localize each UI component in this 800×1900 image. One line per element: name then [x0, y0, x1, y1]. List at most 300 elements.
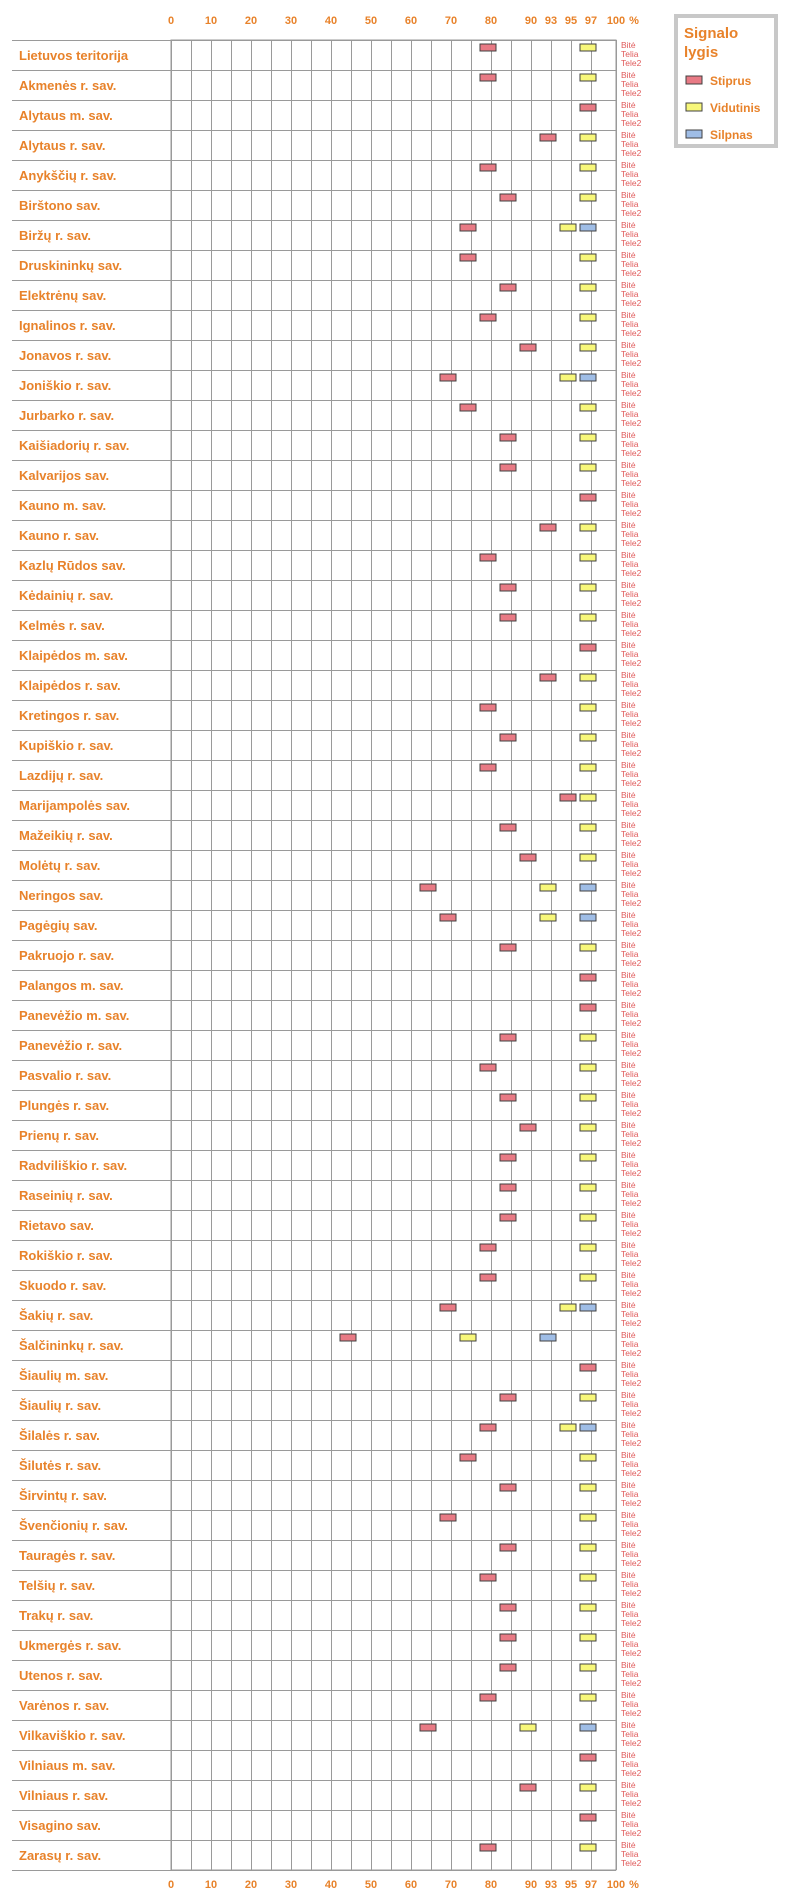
bar-stiprus: [480, 74, 496, 81]
bar-vidutinis: [580, 1124, 596, 1131]
operator-label: Tele2: [621, 1438, 642, 1448]
operator-label: Telia: [621, 469, 639, 479]
operator-label: Telia: [621, 499, 639, 509]
operator-label: Bitė: [621, 1630, 636, 1640]
region-label: Lietuvos teritorija: [19, 48, 129, 63]
bar-vidutinis: [580, 704, 596, 711]
top-unit-label: %: [629, 15, 639, 27]
region-label: Ignalinos r. sav.: [19, 318, 116, 333]
bar-vidutinis: [580, 344, 596, 351]
operator-label: Tele2: [621, 1858, 642, 1868]
operator-label: Bitė: [621, 850, 636, 860]
operator-label: Bitė: [621, 460, 636, 470]
operator-label: Telia: [621, 799, 639, 809]
bottom-tick-label: 95: [564, 1879, 578, 1891]
bar-vidutinis: [580, 1154, 596, 1161]
bar-vidutinis: [580, 74, 596, 81]
operator-label: Telia: [621, 1759, 639, 1769]
operator-label: Bitė: [621, 940, 636, 950]
operator-label: Tele2: [621, 1798, 642, 1808]
bar-stiprus: [500, 1664, 516, 1671]
bottom-tick-label: 90: [524, 1879, 538, 1891]
top-tick-label: 93: [544, 15, 558, 27]
operator-label: Bitė: [621, 880, 636, 890]
operator-label: Bitė: [621, 130, 636, 140]
operator-label: Telia: [621, 1729, 639, 1739]
bar-vidutinis: [580, 314, 596, 321]
bar-stiprus: [460, 224, 476, 231]
operator-label: Telia: [621, 1549, 639, 1559]
bar-vidutinis: [580, 1214, 596, 1221]
operator-label: Bitė: [621, 580, 636, 590]
operator-label: Bitė: [621, 1150, 636, 1160]
bottom-tick-label: 40: [324, 1879, 338, 1891]
operator-label: Bitė: [621, 1180, 636, 1190]
operator-label: Bitė: [621, 340, 636, 350]
operator-label: Telia: [621, 259, 639, 269]
top-tick-label: 100: [606, 15, 626, 27]
bar-stiprus: [580, 104, 596, 111]
bar-stiprus: [460, 404, 476, 411]
operator-label: Tele2: [621, 658, 642, 668]
legend-swatch-vidutinis: [686, 103, 702, 111]
legend-label-silpnas: Silpnas: [710, 128, 753, 142]
plot-frame: [171, 40, 616, 1870]
bar-vidutinis: [580, 44, 596, 51]
operator-label: Telia: [621, 1159, 639, 1169]
region-label: Kauno r. sav.: [19, 528, 99, 543]
region-label: Kretingos r. sav.: [19, 708, 120, 723]
bar-stiprus: [440, 1304, 456, 1311]
bar-vidutinis: [580, 614, 596, 621]
region-label: Alytaus r. sav.: [19, 138, 106, 153]
region-label: Kalvarijos sav.: [19, 468, 110, 483]
bar-stiprus: [440, 1514, 456, 1521]
operator-label: Telia: [621, 589, 639, 599]
region-label: Pagėgių sav.: [19, 918, 98, 933]
bar-stiprus: [480, 1424, 496, 1431]
operator-label: Bitė: [621, 220, 636, 230]
region-label: Pakruojo r. sav.: [19, 948, 115, 963]
bar-stiprus: [480, 1574, 496, 1581]
operator-label: Tele2: [621, 148, 642, 158]
operator-label: Telia: [621, 1819, 639, 1829]
region-label: Palangos m. sav.: [19, 978, 124, 993]
region-label: Klaipėdos r. sav.: [19, 678, 121, 693]
bar-stiprus: [480, 704, 496, 711]
operator-label: Tele2: [621, 388, 642, 398]
operator-label: Bitė: [621, 1420, 636, 1430]
bar-vidutinis: [560, 224, 576, 231]
operator-label: Telia: [621, 919, 639, 929]
operator-label: Telia: [621, 1669, 639, 1679]
bar-vidutinis: [580, 1244, 596, 1251]
bar-vidutinis: [580, 944, 596, 951]
bar-stiprus: [500, 1094, 516, 1101]
bottom-tick-label: 30: [284, 1879, 298, 1891]
bar-vidutinis: [580, 1094, 596, 1101]
legend-label-vidutinis: Vidutinis: [710, 101, 761, 115]
operator-label: Tele2: [621, 808, 642, 818]
operator-label: Telia: [621, 49, 639, 59]
region-label: Vilniaus m. sav.: [19, 1758, 116, 1773]
bar-stiprus: [480, 764, 496, 771]
bar-stiprus: [540, 524, 556, 531]
bar-stiprus: [520, 854, 536, 861]
operator-label: Telia: [621, 349, 639, 359]
bar-vidutinis: [580, 1604, 596, 1611]
operator-label: Tele2: [621, 1168, 642, 1178]
operator-label: Bitė: [621, 190, 636, 200]
region-label: Jurbarko r. sav.: [19, 408, 115, 423]
region-label: Šilutės r. sav.: [19, 1458, 102, 1473]
operator-label: Bitė: [621, 1390, 636, 1400]
bar-vidutinis: [580, 284, 596, 291]
bar-vidutinis: [580, 1574, 596, 1581]
region-label: Kėdainių r. sav.: [19, 588, 114, 603]
operator-label: Tele2: [621, 538, 642, 548]
bar-vidutinis: [580, 584, 596, 591]
bottom-tick-label: 97: [584, 1879, 598, 1891]
bar-stiprus: [480, 1844, 496, 1851]
operator-label: Bitė: [621, 1510, 636, 1520]
region-label: Telšių r. sav.: [19, 1578, 96, 1593]
bottom-tick-label: 70: [444, 1879, 458, 1891]
operator-label: Bitė: [621, 1360, 636, 1370]
operator-label: Telia: [621, 979, 639, 989]
bar-vidutinis: [580, 434, 596, 441]
region-label: Elektrėnų sav.: [19, 288, 107, 303]
bar-stiprus: [480, 1064, 496, 1071]
operator-label: Tele2: [621, 1258, 642, 1268]
operator-label: Tele2: [621, 1768, 642, 1778]
operator-label: Telia: [621, 79, 639, 89]
region-label: Klaipėdos m. sav.: [19, 648, 128, 663]
operator-label: Bitė: [621, 640, 636, 650]
bottom-tick-label: 93: [544, 1879, 558, 1891]
operator-label: Bitė: [621, 400, 636, 410]
bottom-tick-label: 50: [364, 1879, 378, 1891]
operator-label: Bitė: [621, 250, 636, 260]
bar-vidutinis: [580, 404, 596, 411]
operator-label: Tele2: [621, 1138, 642, 1148]
operator-label: Bitė: [621, 1750, 636, 1760]
region-label: Birštono sav.: [19, 198, 101, 213]
operator-label: Telia: [621, 1459, 639, 1469]
operator-label: Tele2: [621, 1528, 642, 1538]
operator-label: Bitė: [621, 670, 636, 680]
region-label: Kaišiadorių r. sav.: [19, 438, 130, 453]
operator-label: Bitė: [621, 970, 636, 980]
region-label: Širvintų r. sav.: [19, 1488, 107, 1503]
operator-label: Tele2: [621, 1738, 642, 1748]
bar-stiprus: [500, 584, 516, 591]
top-tick-label: 40: [324, 15, 338, 27]
bar-silpnas: [580, 1304, 596, 1311]
operator-label: Telia: [621, 1519, 639, 1529]
operator-label: Tele2: [621, 178, 642, 188]
bar-stiprus: [420, 884, 436, 891]
bar-silpnas: [580, 374, 596, 381]
bar-vidutinis: [580, 1694, 596, 1701]
region-labels: [19, 48, 130, 1863]
bar-stiprus: [580, 644, 596, 651]
operator-label: Tele2: [621, 1288, 642, 1298]
bar-vidutinis: [580, 824, 596, 831]
operator-label: Telia: [621, 1219, 639, 1229]
bottom-tick-label: 60: [404, 1879, 418, 1891]
top-tick-label: 90: [524, 15, 538, 27]
operator-label: Tele2: [621, 478, 642, 488]
operator-label: Bitė: [621, 1600, 636, 1610]
operator-label: Bitė: [621, 1000, 636, 1010]
operator-labels: [621, 40, 642, 1868]
region-label: Varėnos r. sav.: [19, 1698, 110, 1713]
bar-vidutinis: [580, 1484, 596, 1491]
operator-label: Telia: [621, 409, 639, 419]
bar-stiprus: [580, 1814, 596, 1821]
operator-label: Telia: [621, 679, 639, 689]
operator-label: Tele2: [621, 1558, 642, 1568]
x-axis-ticks: [168, 15, 639, 1891]
bottom-tick-label: 80: [484, 1879, 498, 1891]
bar-stiprus: [500, 1544, 516, 1551]
operator-label: Telia: [621, 1699, 639, 1709]
bar-vidutinis: [580, 1544, 596, 1551]
operator-label: Bitė: [621, 1540, 636, 1550]
region-label: Šilalės r. sav.: [19, 1428, 100, 1443]
operator-label: Telia: [621, 1339, 639, 1349]
legend-swatch-silpnas: [686, 130, 702, 138]
bar-stiprus: [500, 1634, 516, 1641]
bar-stiprus: [460, 254, 476, 261]
region-label: Šiaulių m. sav.: [19, 1368, 109, 1383]
bottom-tick-label: 10: [204, 1879, 218, 1891]
bar-silpnas: [580, 224, 596, 231]
top-tick-label: 70: [444, 15, 458, 27]
operator-label: Telia: [621, 559, 639, 569]
bar-vidutinis: [560, 374, 576, 381]
bar-stiprus: [500, 284, 516, 291]
bar-vidutinis: [580, 524, 596, 531]
operator-label: Bitė: [621, 280, 636, 290]
bar-stiprus: [500, 194, 516, 201]
operator-label: Bitė: [621, 820, 636, 830]
operator-label: Telia: [621, 1369, 639, 1379]
bar-stiprus: [500, 434, 516, 441]
operator-label: Telia: [621, 529, 639, 539]
bar-stiprus: [520, 1784, 536, 1791]
region-label: Rietavo sav.: [19, 1218, 94, 1233]
operator-label: Tele2: [621, 688, 642, 698]
operator-label: Telia: [621, 889, 639, 899]
operator-label: Telia: [621, 1039, 639, 1049]
region-label: Radviliškio r. sav.: [19, 1158, 128, 1173]
region-label: Vilniaus r. sav.: [19, 1788, 109, 1803]
bar-stiprus: [560, 794, 576, 801]
operator-label: Telia: [621, 439, 639, 449]
operator-label: Bitė: [621, 910, 636, 920]
operator-label: Bitė: [621, 730, 636, 740]
operator-label: Tele2: [621, 448, 642, 458]
operator-label: Tele2: [621, 868, 642, 878]
top-tick-label: 0: [167, 15, 175, 27]
operator-label: Telia: [621, 1099, 639, 1109]
operator-label: Telia: [621, 319, 639, 329]
operator-label: Tele2: [621, 1408, 642, 1418]
bar-stiprus: [580, 974, 596, 981]
bar-vidutinis: [580, 794, 596, 801]
bar-vidutinis: [580, 674, 596, 681]
operator-label: Tele2: [621, 508, 642, 518]
region-label: Šalčininkų r. sav.: [19, 1338, 124, 1353]
bar-stiprus: [500, 734, 516, 741]
operator-label: Tele2: [621, 1108, 642, 1118]
bar-stiprus: [500, 1214, 516, 1221]
operator-label: Tele2: [621, 718, 642, 728]
bar-vidutinis: [580, 1634, 596, 1641]
bar-stiprus: [500, 1484, 516, 1491]
bars: [340, 44, 596, 1851]
operator-label: Bitė: [621, 1780, 636, 1790]
operator-label: Tele2: [621, 628, 642, 638]
bar-stiprus: [540, 674, 556, 681]
bar-vidutinis: [560, 1424, 576, 1431]
operator-label: Bitė: [621, 1240, 636, 1250]
region-label: Kupiškio r. sav.: [19, 738, 114, 753]
top-tick-label: 95: [564, 15, 578, 27]
bar-stiprus: [480, 1694, 496, 1701]
operator-label: Telia: [621, 1069, 639, 1079]
operator-label: Tele2: [621, 1498, 642, 1508]
region-label: Ukmergės r. sav.: [19, 1638, 122, 1653]
operator-label: Telia: [621, 1189, 639, 1199]
region-label: Panevėžio r. sav.: [19, 1038, 123, 1053]
operator-label: Tele2: [621, 958, 642, 968]
bar-vidutinis: [580, 464, 596, 471]
bar-stiprus: [500, 1034, 516, 1041]
operator-label: Tele2: [621, 268, 642, 278]
operator-label: Tele2: [621, 58, 642, 68]
region-label: Mažeikių r. sav.: [19, 828, 113, 843]
operator-label: Tele2: [621, 928, 642, 938]
operator-label: Telia: [621, 1489, 639, 1499]
region-label: Utenos r. sav.: [19, 1668, 103, 1683]
operator-label: Telia: [621, 1309, 639, 1319]
bar-vidutinis: [580, 1784, 596, 1791]
region-label: Pasvalio r. sav.: [19, 1068, 112, 1083]
operator-label: Tele2: [621, 328, 642, 338]
bar-vidutinis: [580, 1664, 596, 1671]
region-label: Rokiškio r. sav.: [19, 1248, 113, 1263]
bar-vidutinis: [580, 164, 596, 171]
bar-vidutinis: [540, 914, 556, 921]
bottom-tick-label: 20: [244, 1879, 258, 1891]
bar-silpnas: [580, 914, 596, 921]
operator-label: Tele2: [621, 1018, 642, 1028]
bar-stiprus: [500, 1394, 516, 1401]
bar-stiprus: [520, 344, 536, 351]
operator-label: Tele2: [621, 208, 642, 218]
operator-label: Tele2: [621, 898, 642, 908]
region-label: Zarasų r. sav.: [19, 1848, 102, 1863]
operator-label: Telia: [621, 229, 639, 239]
operator-label: Tele2: [621, 1618, 642, 1628]
bar-stiprus: [500, 1184, 516, 1191]
region-label: Prienų r. sav.: [19, 1128, 99, 1143]
operator-label: Telia: [621, 1789, 639, 1799]
operator-label: Telia: [621, 169, 639, 179]
operator-label: Bitė: [621, 40, 636, 50]
bar-vidutinis: [560, 1304, 576, 1311]
bar-stiprus: [500, 614, 516, 621]
operator-label: Bitė: [621, 1030, 636, 1040]
operator-label: Telia: [621, 289, 639, 299]
bar-stiprus: [500, 944, 516, 951]
operator-label: Tele2: [621, 1828, 642, 1838]
operator-label: Telia: [621, 1009, 639, 1019]
operator-label: Telia: [621, 379, 639, 389]
operator-label: Bitė: [621, 760, 636, 770]
bar-stiprus: [500, 824, 516, 831]
region-label: Raseinių r. sav.: [19, 1188, 113, 1203]
bar-stiprus: [580, 1364, 596, 1371]
top-tick-label: 20: [244, 15, 258, 27]
bar-stiprus: [480, 44, 496, 51]
bar-stiprus: [460, 1454, 476, 1461]
region-label: Skuodo r. sav.: [19, 1278, 107, 1293]
region-label: Šiaulių r. sav.: [19, 1398, 102, 1413]
region-label: Plungės r. sav.: [19, 1098, 110, 1113]
operator-label: Bitė: [621, 700, 636, 710]
operator-label: Bitė: [621, 490, 636, 500]
operator-label: Telia: [621, 829, 639, 839]
bar-stiprus: [340, 1334, 356, 1341]
operator-label: Tele2: [621, 1588, 642, 1598]
region-label: Jonavos r. sav.: [19, 348, 112, 363]
operator-label: Bitė: [621, 1090, 636, 1100]
region-label: Kelmės r. sav.: [19, 618, 105, 633]
operator-label: Bitė: [621, 370, 636, 380]
operator-label: Tele2: [621, 1708, 642, 1718]
bar-stiprus: [480, 1274, 496, 1281]
region-label: Lazdijų r. sav.: [19, 768, 104, 783]
bar-stiprus: [580, 1004, 596, 1011]
top-tick-label: 50: [364, 15, 378, 27]
operator-label: Bitė: [621, 430, 636, 440]
bar-vidutinis: [540, 884, 556, 891]
bar-vidutinis: [580, 1274, 596, 1281]
bottom-unit-label: %: [629, 1879, 639, 1891]
operator-label: Tele2: [621, 118, 642, 128]
operator-label: Tele2: [621, 1198, 642, 1208]
bar-vidutinis: [580, 1514, 596, 1521]
bar-vidutinis: [580, 554, 596, 561]
bar-stiprus: [480, 164, 496, 171]
bar-silpnas: [580, 1424, 596, 1431]
bar-stiprus: [500, 1154, 516, 1161]
operator-label: Telia: [621, 739, 639, 749]
bar-vidutinis: [580, 194, 596, 201]
operator-label: Tele2: [621, 1048, 642, 1058]
operator-label: Bitė: [621, 1270, 636, 1280]
operator-label: Tele2: [621, 298, 642, 308]
bar-vidutinis: [580, 254, 596, 261]
bar-silpnas: [540, 1334, 556, 1341]
bar-vidutinis: [580, 1064, 596, 1071]
bottom-tick-label: 100: [606, 1879, 626, 1891]
bar-vidutinis: [580, 134, 596, 141]
